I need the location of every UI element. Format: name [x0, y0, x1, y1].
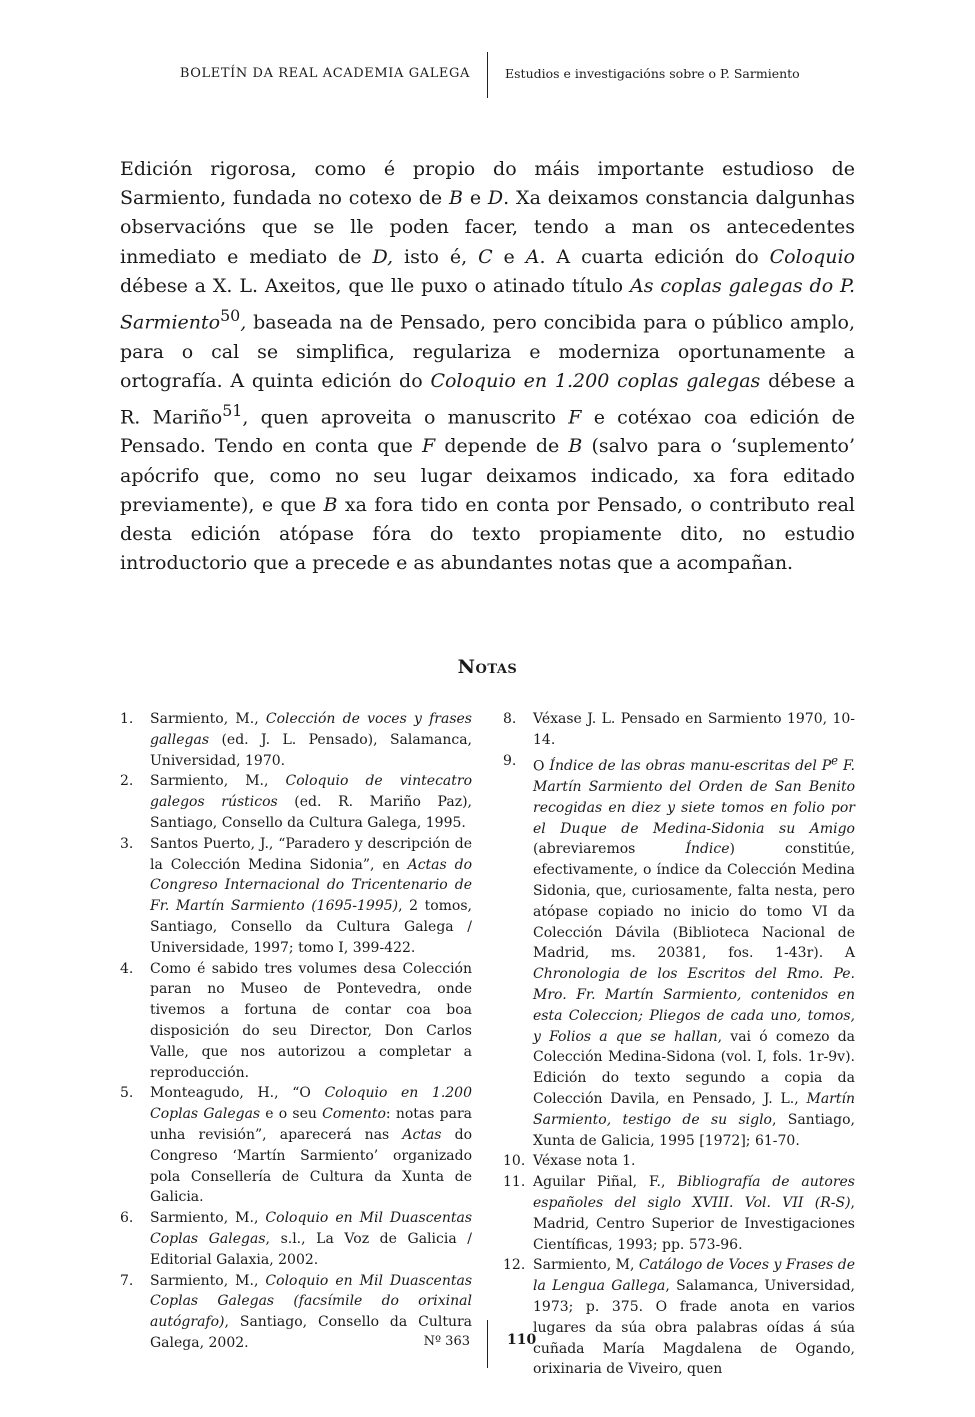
footnote-text: Santos Puerto, J., “Paradero y descripción de la Colección Medina Sidonia”, en Actas do Congreso Internacional do Tricentenario de Fr. Martín Sarmiento (1695-1995), 2 tomos, Santiago, Consello da Cultura Galega / Universidade, 1997; tomo I, 399-422. — [150, 835, 472, 956]
footnote-8 — [503, 709, 855, 751]
footnote-number: 12. — [503, 1257, 526, 1274]
footnote-1 — [120, 709, 472, 771]
footnote-text: Aguilar Piñal, F., Bibliografía de autores españoles del siglo XVIII. Vol. VII (R-S), Madrid, Centro Superior de Investigaciones Científicas, 1993; pp. 573-96. — [533, 1174, 855, 1253]
footnote-12 — [503, 1255, 855, 1380]
footnote-3 — [120, 834, 472, 959]
notes-column-right — [503, 709, 855, 1380]
page-number: 110 — [507, 1332, 537, 1348]
footnote-text: Sarmiento, M, Catálogo de Voces y Frases de la Lengua Gallega, Salamanca, Universidad, 1973; p. 375. O frade anota en varios lugares da súa obra palabras oídas á súa cuñada María Magdalena de Ogando, orixinaria de Viveiro, quen — [533, 1257, 855, 1378]
footnote-10 — [503, 1151, 855, 1172]
footnote-text: Sarmiento, M., Coloquio en Mil Duascentas Coplas Galegas, s.l., La Voz de Galicia / Editorial Galaxia, 2002. — [150, 1210, 472, 1268]
footnote-number: 9. — [503, 752, 517, 769]
footnote-text: Sarmiento, M., Colección de voces y frases gallegas (ed. J. L. Pensado), Salamanca, Universidad, 1970. — [150, 711, 472, 769]
body-paragraph: Edición rigorosa, como é propio do máis importante estudioso de Sarmiento, fundada no cotexo de B e D. Xa deixamos constancia dalgunhas observacións que se lle poden facer, tendo a man os antecedentes inmediato e mediato de D, isto é, C e A. A cuarta edición do Coloquio débese a X. L. Axeitos, que lle puxo o atinado título As coplas galegas do P. Sarmiento$^{50}$, baseada na de Pensado, pero concibida para o público amplo, para o cal se simplifica, regulariza e moderniza oportunamente a ortografía. A quinta edición do Coloquio en 1.200 coplas galegas débese a R. Mariño$^{51}$, quen aproveita o manuscrito F e cotéxao coa edición de Pensado. Tendo en conta que F depende de B (salvo para o ‘suplemento’ apócrifo que, como no seu lugar deixamos indicado, xa fora editado previamente), e que B xa fora tido en conta por Pensado, o contributo real desta edición atópase fóra do texto propiamente dito, no estudio introductorio que a precede e as abundantes notas que a acompañan. — [120, 158, 856, 575]
footnote-number: 3. — [120, 835, 134, 852]
footnote-text: Como é sabido tres volumes desa Colección paran no Museo de Pontevedra, onde tivemos a fortuna de contar coa boa disposición do seu Director, Don Carlos Valle, que nos autorizou a completar a reproducción. — [150, 960, 472, 1081]
footnote-text: O Índice de las obras manu-escritas del $P^e$ F. Martín Sarmiento del Orden de San Benito recogidas en diez y siete tomos en folio por el Duque de Medina-Sidonia su Amigo (abreviaremos Índice) constitúe, efectivamente, o índice da Colección Medina Sidonia, que, curiosamente, falta nesta, pero atópase copiado no inicio do tomo VI da Colección Dávila (Biblioteca Nacional de Madrid, ms. 20381, fos. 1-43r). A Chronologia de los Escritos del Rmo. Pe. Mro. Fr. Martín Sarmiento, contenidos en esta Coleccion; Pliegos de cada uno, tomos, y Folios a que se hallan, vai ó comezo da Colección Medina-Sidona (vol. I, fols. 1r-9v). Edición do texto segundo a copia da Colección Davila, en Pensado, J. L., Martín Sarmiento, testigo de su siglo, Santiago, Xunta de Galicia, 1995 [1972]; 61-70. — [533, 753, 856, 1149]
header-divider — [487, 52, 488, 98]
page-footer — [0, 1334, 975, 1356]
footnote-text: Sarmiento, M., Coloquio de vintecatro galegos rústicos (ed. R. Mariño Paz), Santiago, Consello da Cultura Galega, 1995. — [150, 773, 472, 831]
footnote-text: Véxase J. L. Pensado en Sarmiento 1970, 10-14. — [533, 711, 855, 748]
footnote-text: Monteagudo, H., “O Coloquio en 1.200 Coplas Galegas e o seu Comento: notas para unha revisión”, aparecerá nas Actas do Congreso ‘Martín Sarmiento’ organizado pola Consellería de Cultura da Xunta de Galicia. — [150, 1085, 473, 1206]
footnote-text: Sarmiento, M., Coloquio en Mil Duascentas Coplas Galegas (facsímile do orixinal autógrafo), Santiago, Consello da Cultura Galega, 2002. — [150, 1272, 472, 1351]
footnote-number: 6. — [120, 1210, 134, 1227]
section-title: Estudios e investigacións sobre o P. Sarmiento — [505, 66, 800, 81]
footnote-text: Véxase nota 1. — [533, 1153, 636, 1170]
footnote-number: 2. — [120, 773, 134, 790]
footnote-number: 1. — [120, 711, 134, 727]
footnote-2 — [120, 771, 472, 833]
footnote-number: 7. — [120, 1272, 134, 1289]
footnote-9 — [503, 751, 855, 1152]
notes-column-left — [120, 709, 472, 1354]
issue-number: Nº 363 — [423, 1334, 470, 1349]
footnote-number: 5. — [120, 1085, 134, 1102]
footnote-number: 11. — [503, 1174, 526, 1191]
footnote-11 — [503, 1172, 855, 1255]
notes-heading: Notas — [457, 656, 518, 678]
footnote-4 — [120, 959, 472, 1084]
journal-title: BOLETÍN DA REAL ACADEMIA GALEGA — [179, 66, 470, 81]
footnote-number: 8. — [503, 711, 517, 727]
footnote-6 — [120, 1208, 472, 1270]
footnote-number: 4. — [120, 960, 134, 977]
footnote-number: 10. — [503, 1153, 526, 1170]
footnote-5 — [120, 1083, 472, 1208]
